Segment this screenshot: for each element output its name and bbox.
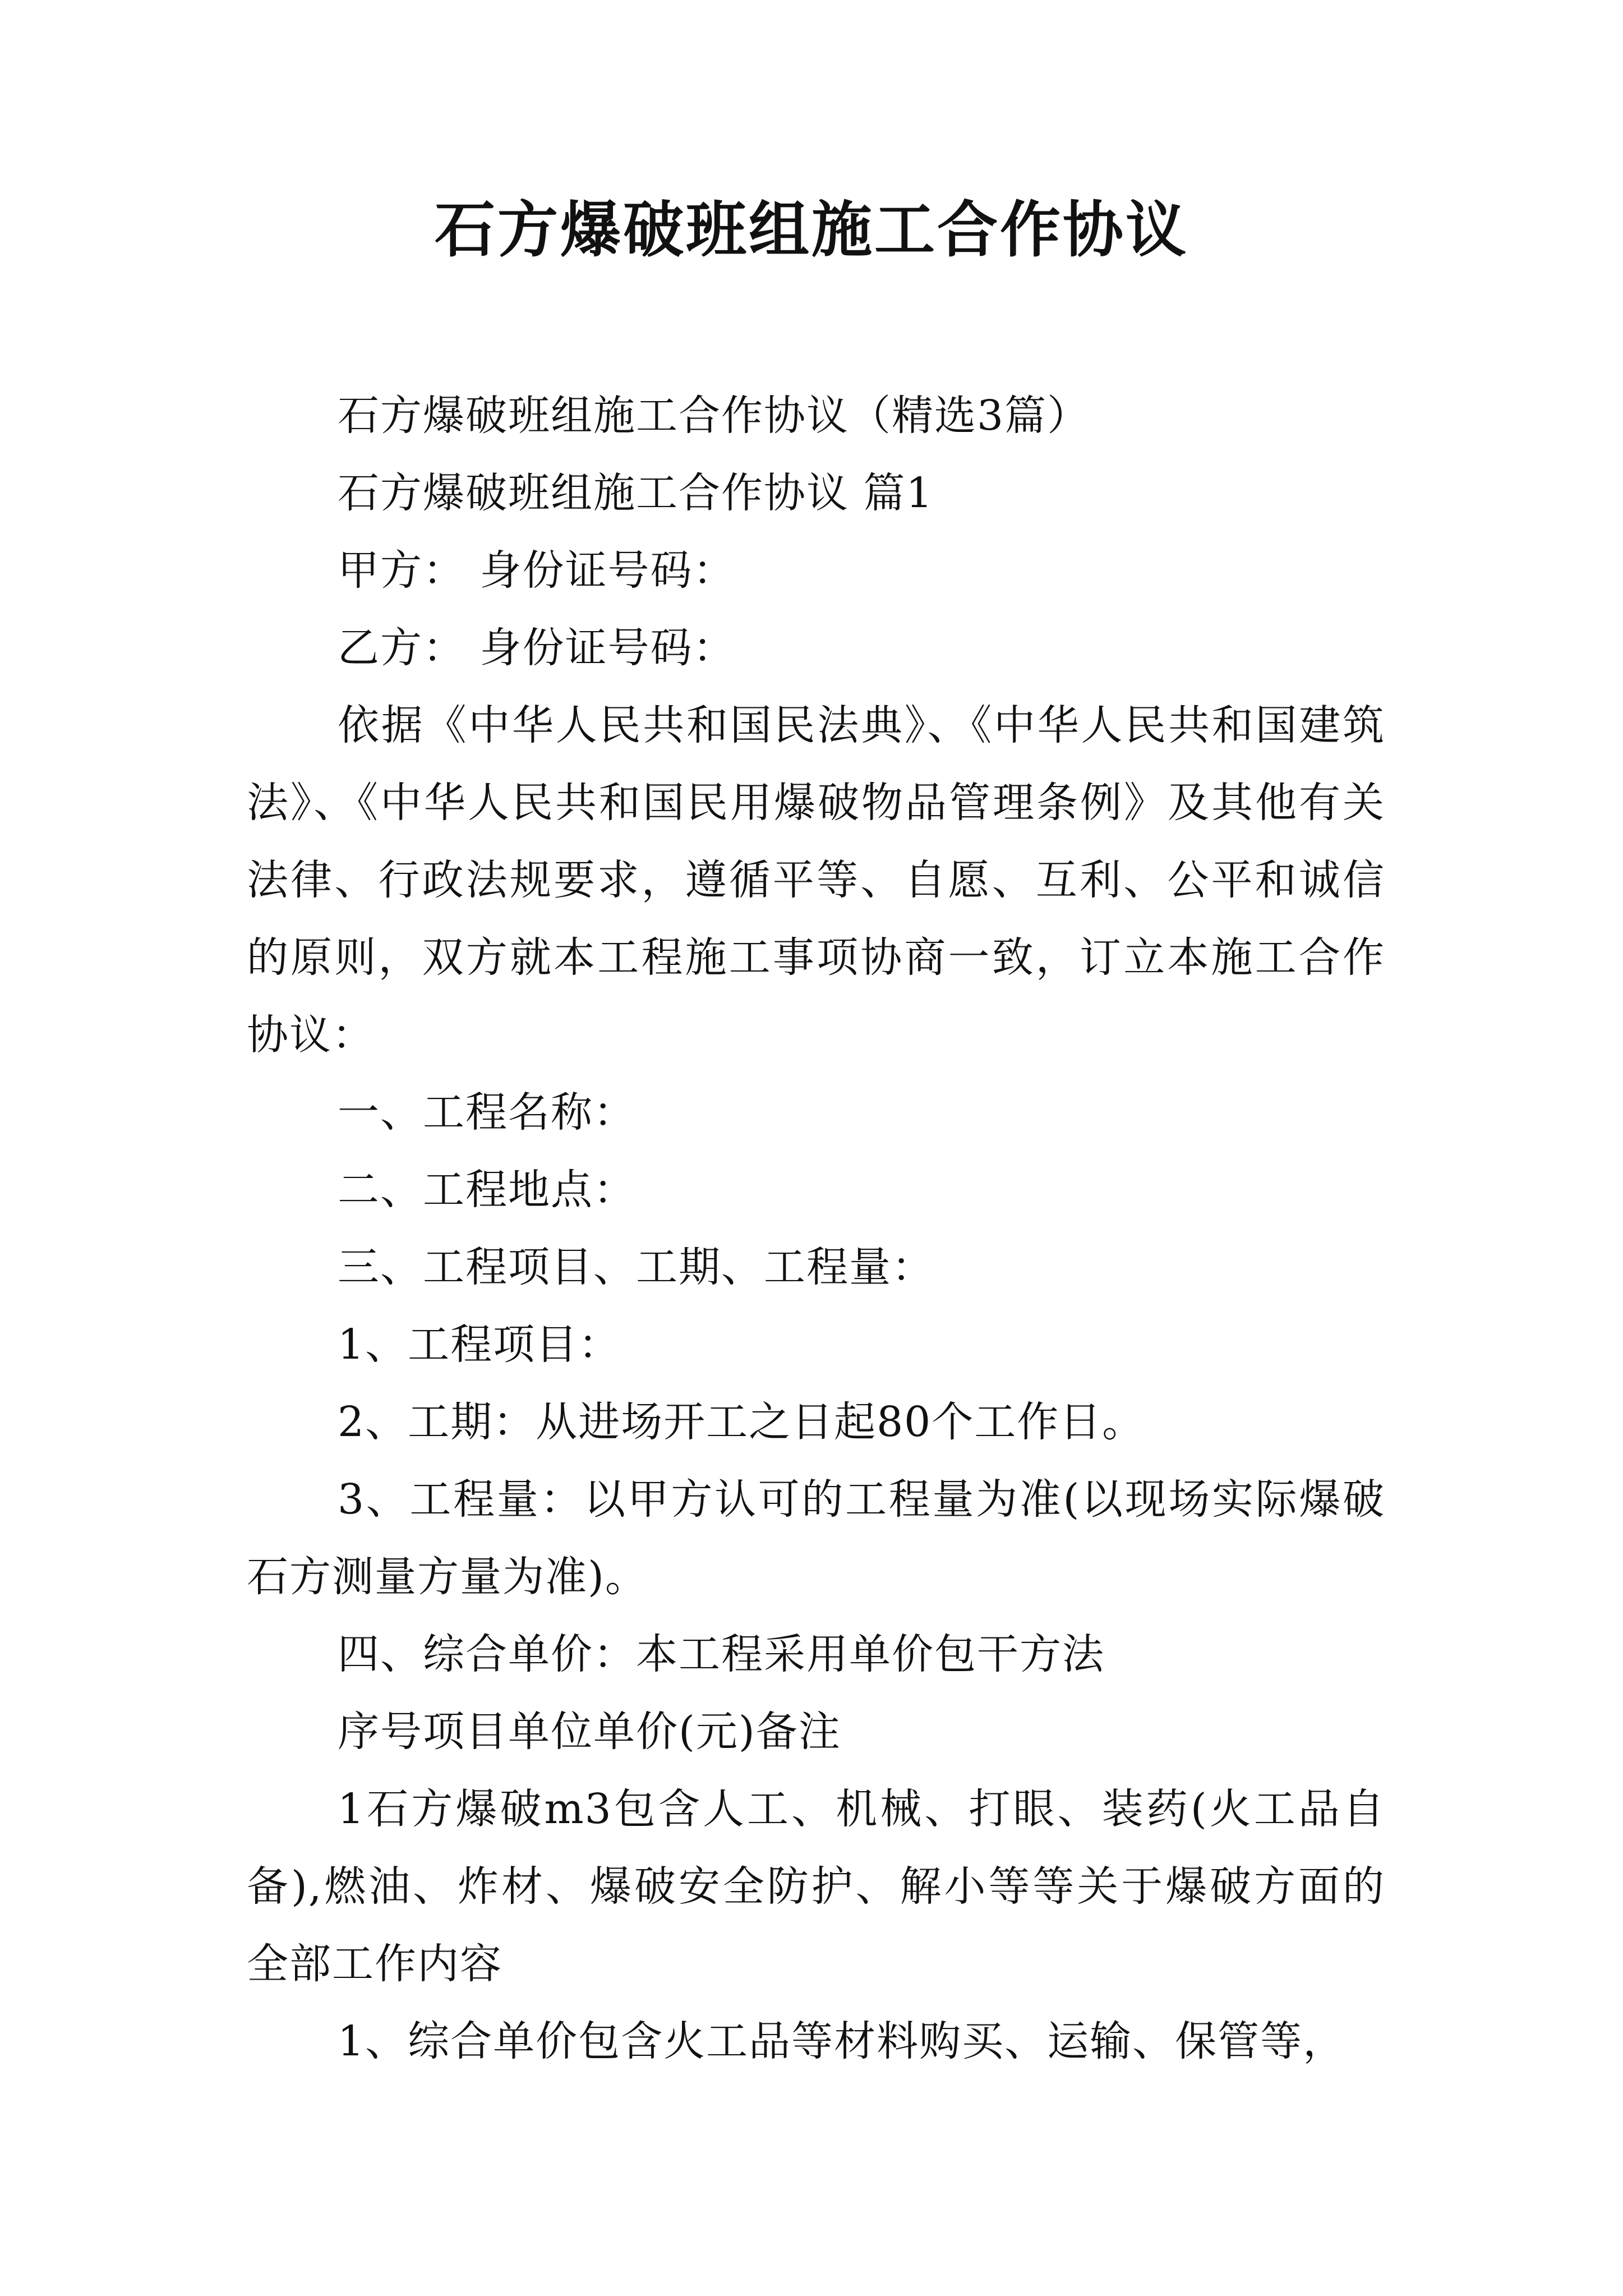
paragraph-table-row: 1石方爆破m3包含人工、机械、打眼、装药(火工品自备),燃油、炸材、爆破安全防护、解小等等关于爆破方面的全部工作内容	[247, 1785, 1385, 1988]
paragraph-unit-price: 四、综合单价：本工程采用单价包干方法	[338, 1630, 1105, 1678]
paragraph-project-location: 二、工程地点：	[338, 1166, 636, 1214]
paragraph-project-name: 一、工程名称：	[338, 1088, 636, 1137]
paragraph-party-a: 甲方： 身份证号码：	[338, 546, 736, 595]
paragraph-preamble: 依据《中华人民共和国民法典》、《中华人民共和国建筑法》、《中华人民共和国民用爆破物品管理条例》及其他有关法律、行政法规要求，遵循平等、自愿、互利、公平和诚信的原则，双方就本工程施工事项协商一致，订立本施工合作协议：	[247, 701, 1385, 1059]
paragraph-note-1: 1、综合单价包含火工品等材料购买、运输、保管等，	[338, 2017, 1346, 2065]
paragraph-item-1: 1、工程项目：	[338, 1320, 621, 1369]
document-title: 石方爆破班组施工合作协议	[434, 195, 1188, 265]
paragraph-party-b: 乙方： 身份证号码：	[338, 624, 736, 672]
paragraph-table-header: 序号项目单位单价(元)备注	[338, 1708, 841, 1756]
paragraph-subtitle: 石方爆破班组施工合作协议（精选3篇）	[338, 392, 1090, 440]
paragraph-project-scope: 三、工程项目、工期、工程量：	[338, 1243, 934, 1291]
paragraph-part-heading: 石方爆破班组施工合作协议 篇1	[338, 469, 934, 517]
document-body	[247, 377, 1385, 2080]
paragraph-item-3: 3、工程量：以甲方认可的工程量为准(以现场实际爆破石方测量方量为准)。	[247, 1475, 1385, 1601]
paragraph-item-2: 2、工期：从进场开工之日起80个工作日。	[338, 1398, 1145, 1446]
